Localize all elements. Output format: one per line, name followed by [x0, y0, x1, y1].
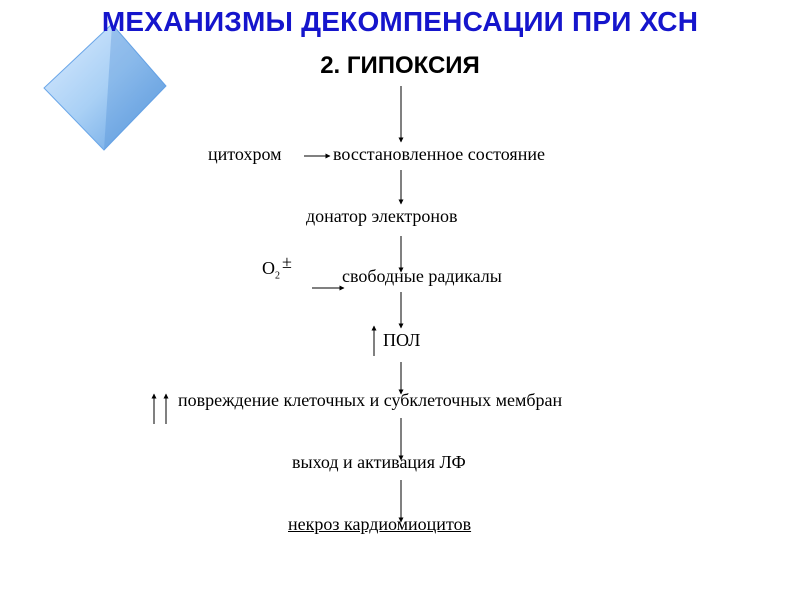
slide-title: МЕХАНИЗМЫ ДЕКОМПЕНСАЦИИ ПРИ ХСН — [101, 6, 699, 37]
node-lpo: ПОЛ — [383, 330, 421, 350]
node-cytochrome: цитохром — [208, 144, 282, 164]
node-oxygen: $O_2$ — [262, 258, 280, 282]
node-necrosis: некроз кардиомиоцитов — [288, 514, 472, 534]
node-membrane-damage: повреждение клеточных и субклеточных мембран — [178, 390, 563, 410]
node-electron-donor: донатор электронов — [306, 206, 458, 226]
oxygen-charge: ± — [282, 252, 292, 272]
slide-subtitle: 2. ГИПОКСИЯ — [320, 52, 480, 79]
node-reduced-state: восстановленное состояние — [333, 144, 545, 164]
node-free-radicals: свободные радикалы — [342, 266, 502, 286]
node-lf-release: выход и активация ЛФ — [292, 452, 466, 472]
